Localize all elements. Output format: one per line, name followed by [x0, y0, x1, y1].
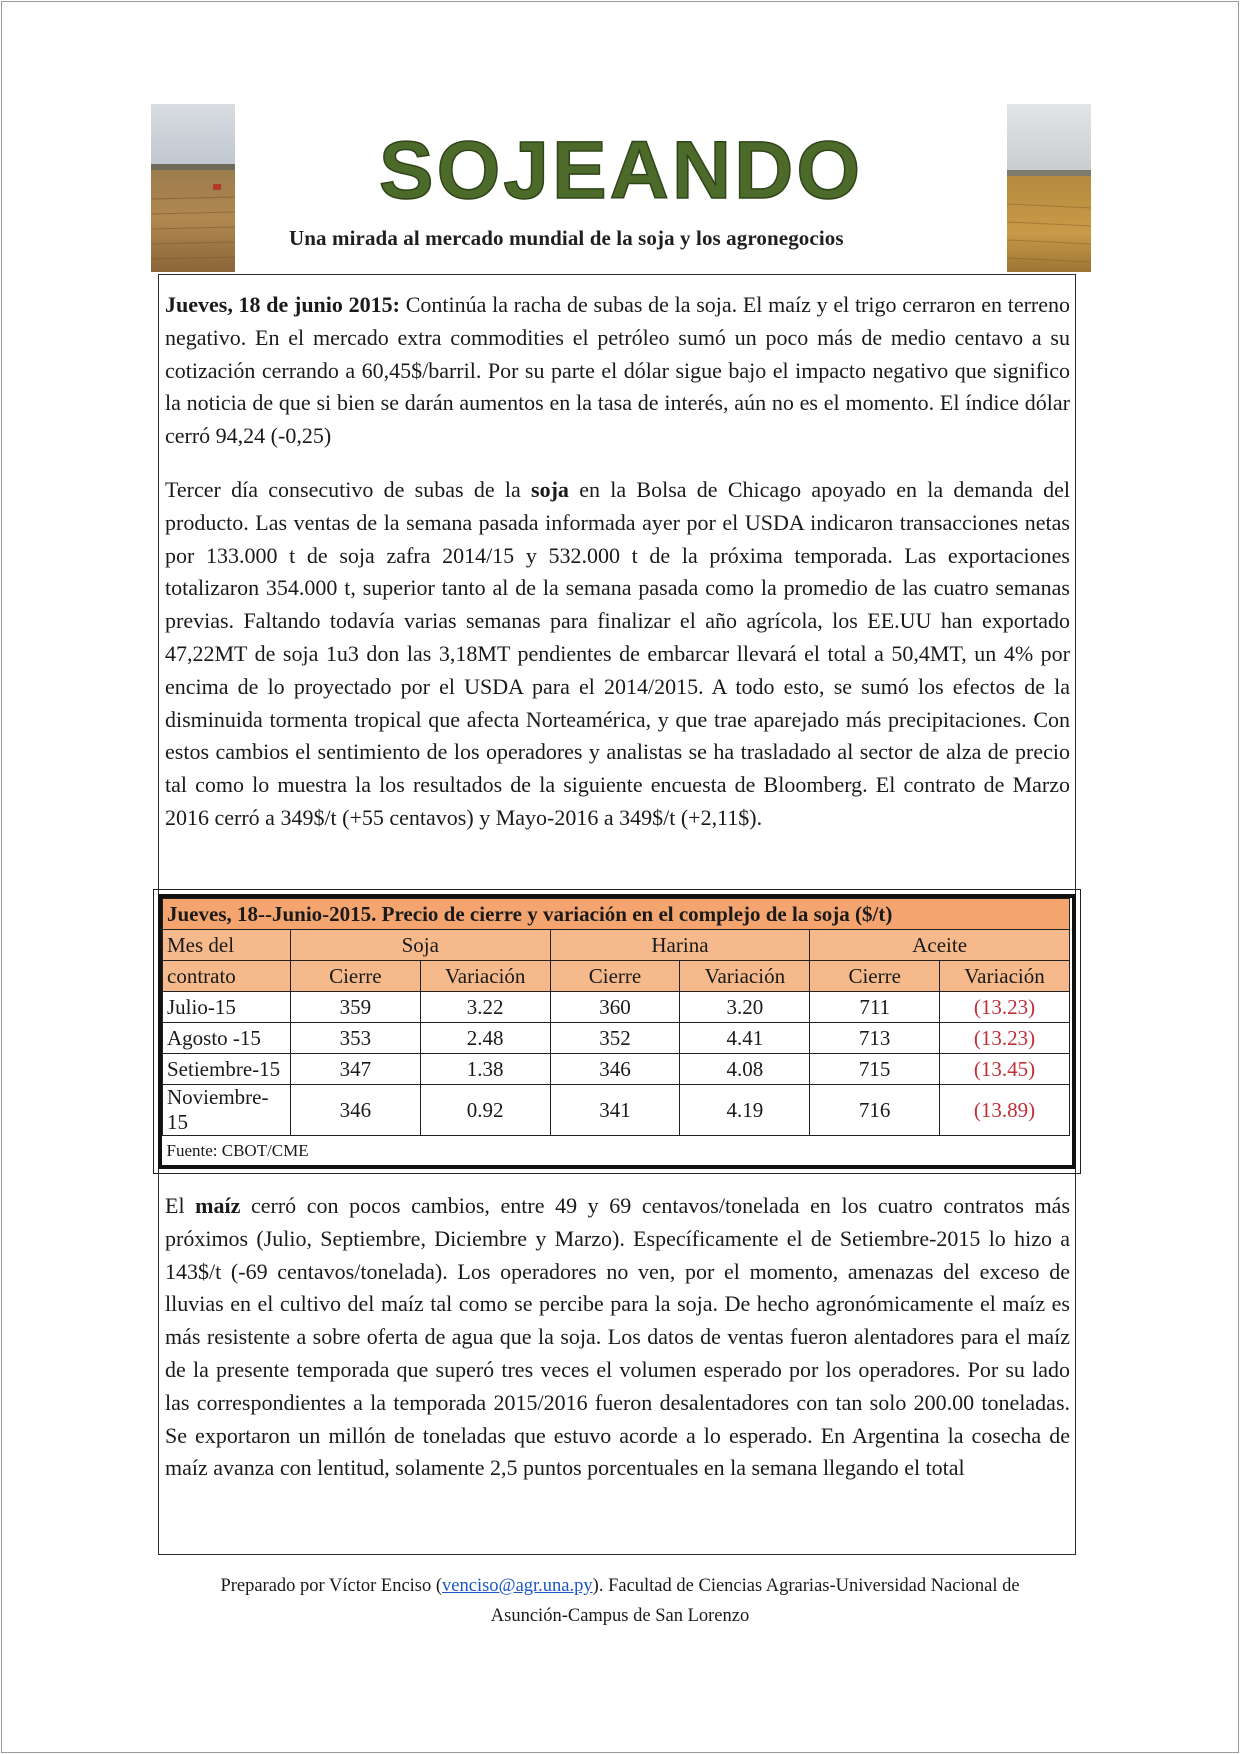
cell-harina-variacion: 4.08: [680, 1054, 810, 1085]
cell-harina-cierre: 346: [550, 1054, 680, 1085]
subheader-harina-cierre: Cierre: [550, 961, 680, 992]
subheader-harina-variacion: Variación: [680, 961, 810, 992]
table-row: [163, 992, 1070, 1023]
footer: [150, 1571, 1090, 1631]
cell-aceite-cierre: 711: [810, 992, 940, 1023]
cell-aceite-variacion: (13.23): [940, 1023, 1070, 1054]
footer-line2: Asunción-Campus de San Lorenzo: [490, 1606, 750, 1626]
cell-harina-variacion: 4.41: [680, 1023, 810, 1054]
title-text: SOJEANDO: [378, 125, 864, 216]
paragraph-maiz-after: cerró con pocos cambios, entre 49 y 69 centavos/tonelada en los cuatro contratos más próximos (Julio, Septiembre, Diciembre y Marzo). Específicamente el de Setiembre-2015 lo hizo a 143$/t (-69 centavos/tonelada). Los operadores no ven, por el momento, amenazas del exceso de lluvias en el cultivo del maíz tal como se percibe para la soja. De hecho agronómicamente el maíz es más resistente a sobre oferta de agua que la soja. Los datos de ventas fueron alentadores para el maíz de la presente temporada que superó tres veces el volumen esperado por los operadores. Por su lado las correspondientes a la temporada 2015/2016 fueron desalentadores con tan solo 200.00 toneladas. Se exportaron un millón de toneladas que estuvo acorde a lo esperado. En Argentina la cosecha de maíz avanza con lentitud, solamente 2,5 puntos porcentuales en la semana llegando el total: [165, 1193, 1071, 1481]
cell-soja-variacion: 3.22: [420, 992, 550, 1023]
cell-soja-variacion: 0.92: [420, 1085, 550, 1136]
paragraph-intro-lead: Jueves, 18 de junio 2015:: [165, 292, 400, 317]
cell-soja-variacion: 2.48: [420, 1023, 550, 1054]
table-row: [163, 1054, 1070, 1085]
cell-aceite-cierre: 715: [810, 1054, 940, 1085]
header-subtitle: Una mirada al mercado mundial de la soja y los agronegocios: [289, 226, 844, 250]
group-header-harina: Harina: [550, 930, 810, 961]
row-month: Julio-15: [163, 992, 291, 1023]
cell-soja-cierre: 347: [290, 1054, 420, 1085]
table-source: Fuente: CBOT/CME: [166, 1141, 309, 1161]
table-row: [163, 1085, 1070, 1136]
paragraph-soja-before: Tercer día consecutivo de subas de la: [165, 477, 532, 502]
row-month: Noviembre-15: [163, 1085, 291, 1136]
cell-aceite-cierre: 716: [810, 1085, 940, 1136]
cell-aceite-variacion: (13.45): [940, 1054, 1070, 1085]
paragraph-soja-after: en la Bolsa de Chicago apoyado en la demanda del producto. Las ventas de la semana pasada informada ayer por el USDA indicaron transacciones netas por 133.000 t de soja zafra 2014/15 y 532.000 t de la próxima temporada. Las exportaciones totalizaron 354.000 t, superior tanto al de la semana pasada como la promedio de las cuatro semanas previas. Faltando todavía varias semanas para finalizar el año agrícola, los EE.UU han exportado 47,22MT de soja 1u3 don las 3,18MT pendientes de embarcar llevará el total a 50,4MT, un 4% por encima de lo proyectado por el USDA para el 2014/2015. A todo esto, se sumó los efectos de la disminuida tormenta tropical que afecta Norteamérica, y que trae aparejado más precipitaciones. Con estos cambios el sentimiento de los operadores y analistas se ha trasladado al sector de alza de precio tal como lo muestra la los resultados de la siguiente encuesta de Bloomberg. El contrato de Marzo 2016 cerró a 349$/t (+55 centavos) y Mayo-2016 a 349$/t (+2,11$).: [165, 477, 1070, 830]
cell-soja-variacion: 1.38: [420, 1054, 550, 1085]
paragraph-maiz-bold: maíz: [195, 1193, 241, 1218]
cell-soja-cierre: 359: [290, 992, 420, 1023]
footer-affiliation: ). Facultad de Ciencias Agrarias-Universidad Nacional de: [592, 1576, 1020, 1596]
cell-aceite-cierre: 713: [810, 1023, 940, 1054]
cell-harina-cierre: 352: [550, 1023, 680, 1054]
cell-harina-cierre: 360: [550, 992, 680, 1023]
cell-harina-variacion: 3.20: [680, 992, 810, 1023]
cell-harina-cierre: 341: [550, 1085, 680, 1136]
paragraph-maiz: [165, 1190, 1070, 1485]
price-table: [162, 898, 1070, 1167]
paragraph-intro-text: Continúa la racha de subas de la soja. El maíz y el trigo cerraron en terreno negativo. En el mercado extra commodities el petróleo sumó un poco más de medio centavo a su cotización cerrando a 60,45$/barril. Por su parte el dólar sigue bajo el impacto negativo que significo la noticia de que si bien se darán aumentos en la tasa de interés, aún no es el momento. El índice dólar cerró 94,24 (-0,25): [165, 292, 1070, 449]
header-banner: [151, 104, 1091, 272]
footer-line1: [150, 1571, 1090, 1601]
subheader-soja-cierre: Cierre: [290, 961, 420, 992]
paragraph-maiz-before: El: [165, 1193, 196, 1218]
subheader-soja-variacion: Variación: [420, 961, 550, 992]
row-header-line1: Mes del: [163, 930, 291, 961]
email-link[interactable]: venciso@agr.una.py: [442, 1576, 593, 1596]
cell-aceite-variacion: (13.23): [940, 992, 1070, 1023]
cell-soja-cierre: 353: [290, 1023, 420, 1054]
paragraph-intro: [165, 289, 1070, 453]
field-photo-left: [151, 104, 235, 272]
cell-aceite-variacion: (13.89): [940, 1085, 1070, 1136]
subheader-aceite-variacion: Variación: [940, 961, 1070, 992]
field-photo-right: [1007, 104, 1091, 272]
footer-prepared-by: Preparado por Víctor Enciso (: [220, 1576, 443, 1596]
price-table-caption: Jueves, 18--Junio-2015. Precio de cierre y variación en el complejo de la soja ($/t): [163, 899, 1070, 930]
paragraph-soja-bold: soja: [531, 477, 569, 502]
subheader-aceite-cierre: Cierre: [810, 961, 940, 992]
table-row: [163, 1023, 1070, 1054]
group-header-soja: Soja: [290, 930, 550, 961]
row-month: Setiembre-15: [163, 1054, 291, 1085]
group-header-aceite: Aceite: [810, 930, 1070, 961]
cell-soja-cierre: 346: [290, 1085, 420, 1136]
row-month: Agosto -15: [163, 1023, 291, 1054]
row-header-line2: contrato: [163, 961, 291, 992]
cell-harina-variacion: 4.19: [680, 1085, 810, 1136]
paragraph-soja: [165, 474, 1070, 835]
